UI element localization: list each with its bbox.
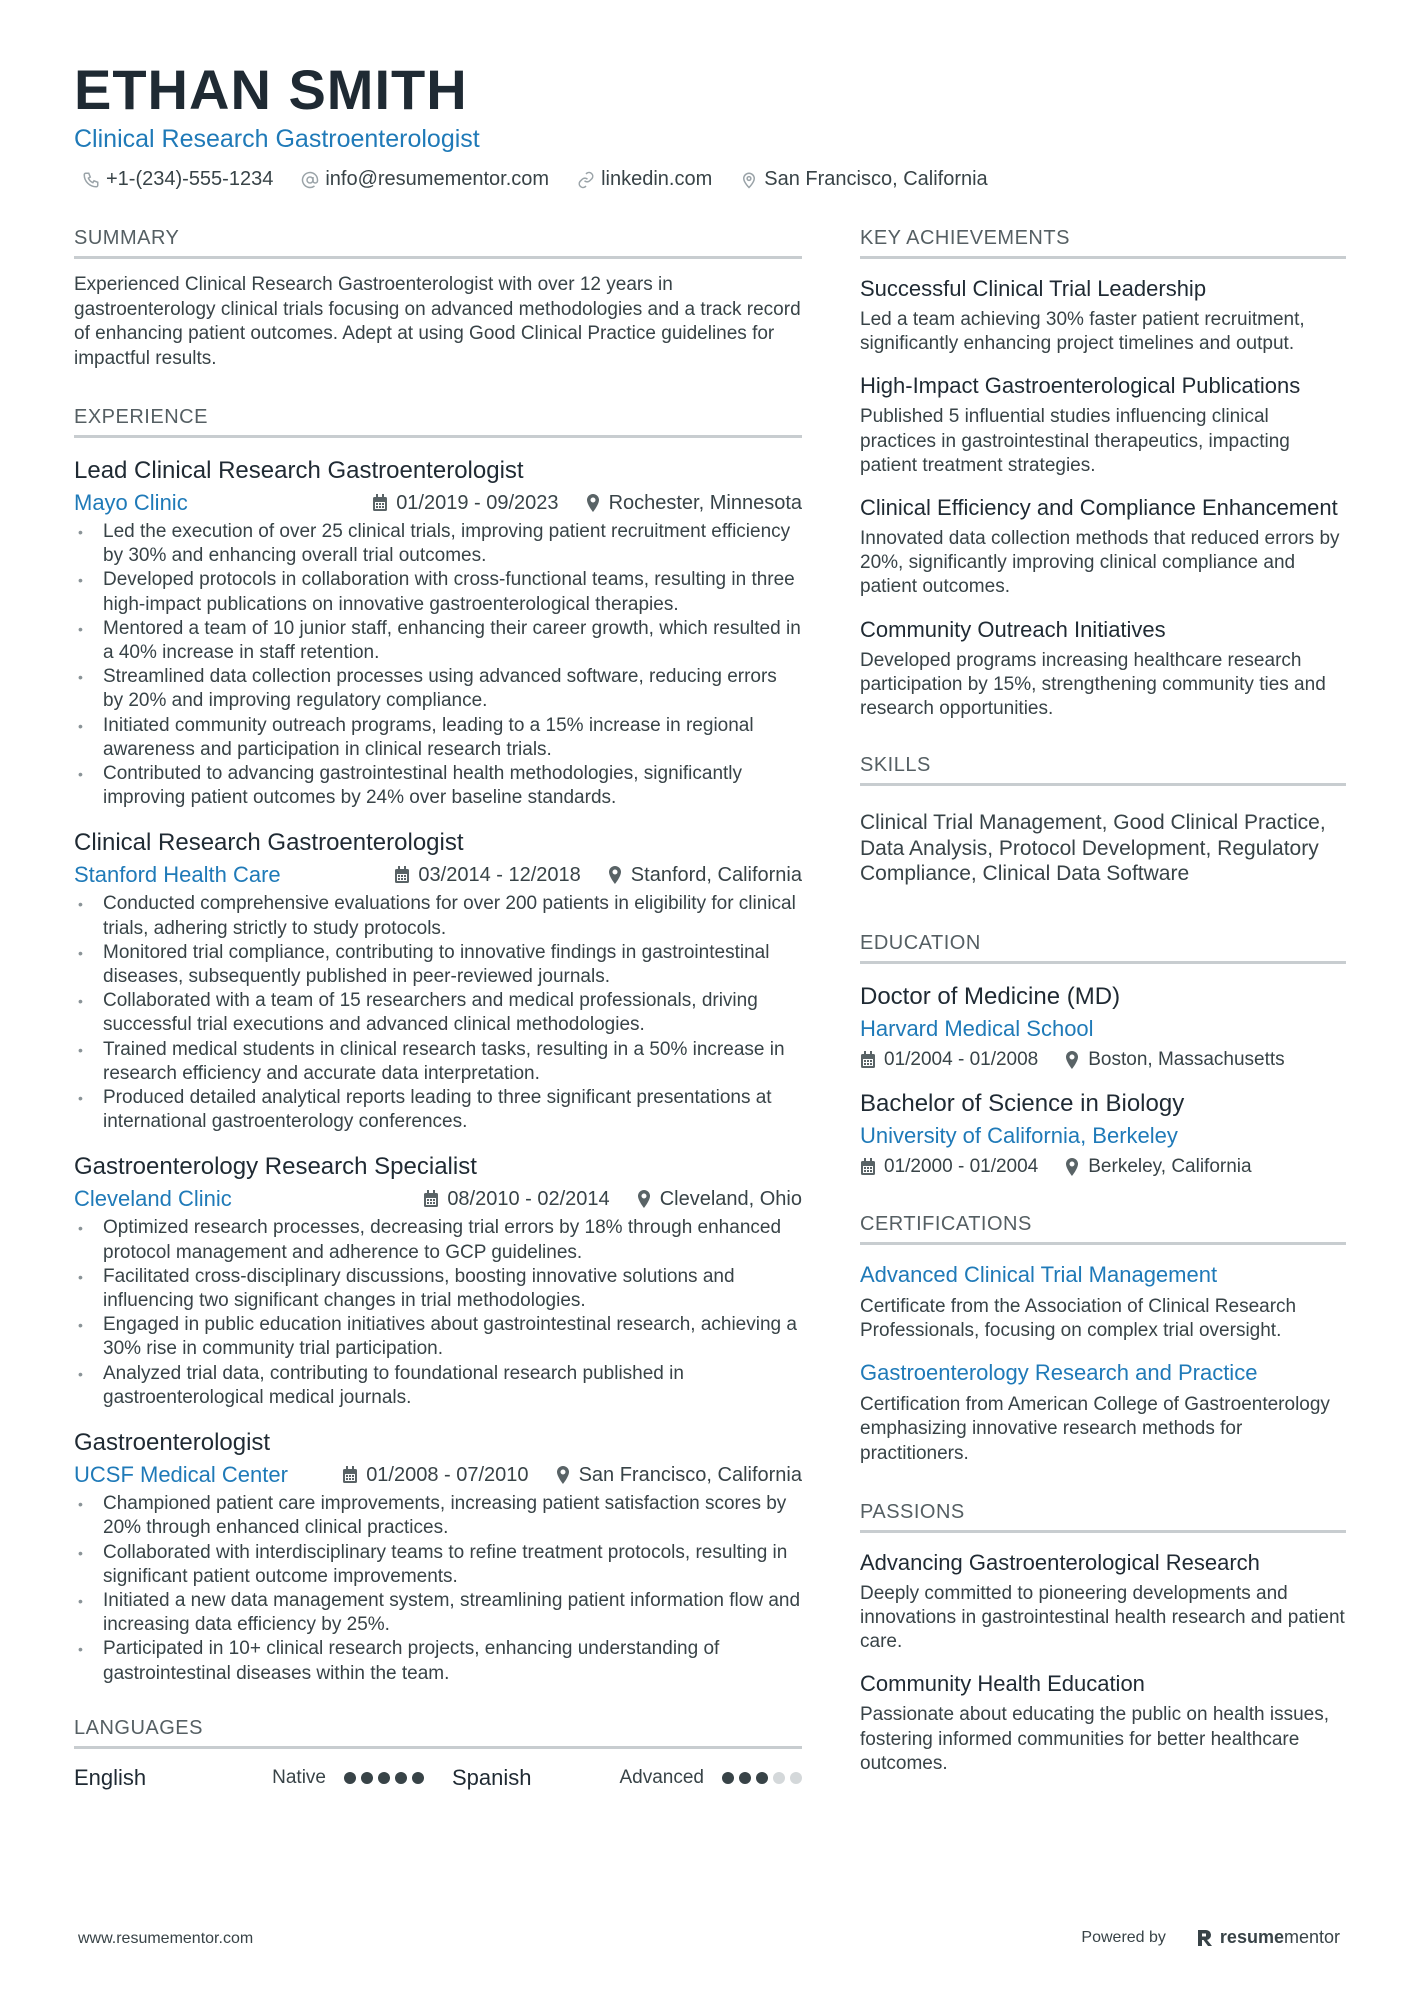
rating-dot (790, 1772, 802, 1784)
job-dates (342, 1462, 528, 1488)
language-rating (344, 1772, 424, 1784)
education-item (860, 982, 1346, 1071)
education-meta (860, 1156, 1346, 1178)
company-name: Cleveland Clinic (74, 1186, 232, 1212)
certification-desc: Certificate from the Association of Clinical Research Professionals, focusing on complex trial oversight. (860, 1295, 1297, 1341)
section-heading: CERTIFICATIONS (860, 1212, 1346, 1245)
education-item (860, 1089, 1346, 1178)
achievement-desc: Led a team achieving 30% faster patient recruitment, significantly enhancing project timelines and output. (860, 309, 1305, 355)
bullet-item: • Monitored trial compliance, contributing to innovative findings in gastrointestinal diseases, subsequently published in peer-reviewed journals. (74, 941, 802, 989)
job-location-text: Stanford, California (630, 864, 802, 887)
map-pin-icon (1064, 1158, 1080, 1176)
job-dates-text: 03/2014 - 12/2018 (418, 864, 581, 887)
job-meta (74, 490, 802, 516)
achievement-title: Community Outreach Initiatives (860, 616, 1166, 642)
achievements-section (860, 226, 1346, 721)
education-location-text: Berkeley, California (1088, 1155, 1252, 1177)
achievement-item (860, 616, 1346, 722)
job-dates-text: 01/2008 - 07/2010 (366, 1464, 529, 1487)
left-column (74, 226, 802, 1825)
job-location (555, 1462, 802, 1488)
phone-icon (82, 171, 100, 189)
bullet-item: • Conducted comprehensive evaluations for over 200 patients in eligibility for clinical trials, adhering strictly to study protocols. (74, 892, 802, 940)
passion-title: Advancing Gastroenterological Research (860, 1549, 1260, 1575)
bullet-item: • Mentored a team of 10 junior staff, enhancing their career growth, which resulted in a 40% increase in staff retention. (74, 617, 802, 665)
job-title: Clinical Research Gastroenterologist (74, 829, 464, 857)
job-meta (74, 862, 802, 888)
bullet-item: • Led the execution of over 25 clinical trials, improving patient recruitment efficiency by 30% and enhancing overall trial outcomes. (74, 520, 802, 568)
rating-dot (344, 1772, 356, 1784)
section-heading: KEY ACHIEVEMENTS (860, 226, 1346, 259)
certification-item (860, 1359, 1346, 1466)
at-icon (301, 171, 319, 189)
bullet-item: • Facilitated cross-disciplinary discussions, boosting innovative solutions and influencing two significant changes in trial methodologies. (74, 1265, 802, 1313)
experience-section (74, 405, 802, 1686)
bullet-item: • Engaged in public education initiatives about gastrointestinal research, achieving a 30% rise in community trial participation. (74, 1313, 802, 1361)
bullet-item: • Initiated a new data management system, streamlining patient information flow and increasing data efficiency by 25%. (74, 1589, 802, 1637)
education-dates-text: 01/2000 - 01/2004 (884, 1155, 1039, 1177)
rating-dot (361, 1772, 373, 1784)
brand-name-bold: resume (1219, 1927, 1284, 1947)
certifications-section (860, 1212, 1346, 1466)
certification-desc: Certification from American College of Gastroenterology emphasizing innovative research methods for practitioners. (860, 1394, 1330, 1464)
achievement-title: Clinical Efficiency and Compliance Enhancement (860, 495, 1338, 521)
skills-text: Clinical Trial Management, Good Clinical Practice, Data Analysis, Protocol Development, Regulatory Compliance, Clinical Data Software (860, 811, 1326, 886)
achievement-title: Successful Clinical Trial Leadership (860, 276, 1207, 301)
language-level: Advanced (619, 1766, 704, 1788)
bullet-item: • Championed patient care improvements, increasing patient satisfaction scores by 20% through enhanced clinical practices. (74, 1492, 802, 1540)
job-dates-text: 08/2010 - 02/2014 (447, 1188, 610, 1211)
bullet-item: • Collaborated with interdisciplinary teams to refine treatment protocols, resulting in significant patient outcome improvements. (74, 1541, 802, 1589)
job-entry (74, 1152, 802, 1410)
job-location (636, 1186, 802, 1212)
contact-email[interactable] (301, 168, 549, 191)
bullet-item: • Produced detailed analytical reports leading to three significant presentations at international gastroenterology conferences. (74, 1086, 802, 1134)
contact-phone[interactable] (82, 168, 273, 191)
map-pin-icon (636, 1190, 652, 1208)
education-dates (860, 1049, 1038, 1071)
job-location-text: Cleveland, Ohio (659, 1188, 802, 1211)
section-heading: PASSIONS (860, 1500, 1346, 1533)
bullet-item: • Streamlined data collection processes using advanced software, reducing errors by 20% and improving regulatory compliance. (74, 665, 802, 713)
section-heading: LANGUAGES (74, 1716, 802, 1749)
job-location-text: Rochester, Minnesota (608, 492, 802, 514)
job-meta (74, 1186, 802, 1212)
job-entry (74, 1428, 802, 1686)
job-location (585, 490, 802, 516)
calendar-icon (372, 494, 388, 512)
rating-dot (722, 1772, 734, 1784)
achievement-desc: Innovated data collection methods that reduced errors by 20%, significantly improving clinical compliance and patient outcomes. (860, 528, 1340, 598)
footer-branding (1081, 1927, 1340, 1948)
summary-text: Experienced Clinical Research Gastroenterologist with over 12 years in gastroenterology clinical trials focusing on advanced methodologies and a track record of enhancing patient outcomes. Adept at using Good Clinical Practice guidelines for impactful results. (74, 274, 801, 369)
achievement-title: High-Impact Gastroenterological Publications (860, 373, 1301, 399)
map-pin-icon (585, 494, 601, 512)
map-pin-icon (740, 171, 758, 189)
education-meta (860, 1049, 1346, 1071)
contact-email-text: info@resumementor.com (325, 168, 550, 190)
school-name: University of California, Berkeley (860, 1122, 1178, 1148)
education-location (1064, 1049, 1284, 1071)
resumementor-logo-icon (1196, 1928, 1214, 1948)
powered-by-label: Powered by (1081, 1928, 1166, 1946)
job-dates (423, 1186, 609, 1212)
language-rating (722, 1772, 802, 1784)
contact-linkedin-text: linkedin.com (601, 168, 713, 190)
passion-desc: Deeply committed to pioneering developments and innovations in gastrointestinal health research and patient care. (860, 1582, 1345, 1653)
passion-title: Community Health Education (860, 1671, 1145, 1697)
job-entry (74, 456, 802, 810)
bullet-item: • Trained medical students in clinical research tasks, resulting in a 50% increase in research efficiency and accurate data interpretation. (74, 1038, 802, 1086)
education-location-text: Boston, Massachusetts (1088, 1048, 1285, 1070)
bullet-item: • Collaborated with a team of 15 researchers and medical professionals, driving successful trial executions and advanced clinical methodologies. (74, 989, 802, 1037)
calendar-icon (860, 1051, 876, 1069)
education-location (1064, 1156, 1251, 1178)
language-item (452, 1765, 802, 1791)
candidate-name: ETHAN SMITH (74, 58, 468, 121)
passions-section (860, 1500, 1346, 1776)
education-dates (860, 1156, 1038, 1178)
rating-dot (739, 1772, 751, 1784)
passion-item (860, 1549, 1346, 1655)
map-pin-icon (607, 866, 623, 884)
company-name: Stanford Health Care (74, 862, 281, 888)
calendar-icon (342, 1466, 358, 1484)
section-heading: SUMMARY (74, 226, 802, 259)
bullet-item: • Analyzed trial data, contributing to foundational research published in gastroenterological medical journals. (74, 1362, 802, 1410)
contact-location-text: San Francisco, California (764, 168, 988, 190)
bullet-item: • Participated in 10+ clinical research projects, enhancing understanding of gastrointestinal diseases within the team. (74, 1637, 802, 1685)
job-meta (74, 1462, 802, 1488)
section-heading: EXPERIENCE (74, 405, 802, 438)
job-bullets (74, 520, 802, 810)
calendar-icon (860, 1158, 876, 1176)
education-section (860, 931, 1346, 1178)
education-dates-text: 01/2004 - 01/2008 (884, 1048, 1039, 1070)
calendar-icon (394, 866, 410, 884)
bullet-item: • Optimized research processes, decreasing trial errors by 18% through enhanced protocol management and adherence to GCP guidelines. (74, 1216, 802, 1264)
job-dates (372, 490, 558, 516)
contact-location (740, 168, 987, 191)
job-location (607, 862, 802, 888)
job-bullets (74, 1216, 802, 1410)
rating-dot (756, 1772, 768, 1784)
contact-phone-text: +1-(234)-555-1234 (106, 168, 274, 190)
language-name: English (74, 1764, 147, 1790)
summary-section (74, 226, 802, 371)
map-pin-icon (555, 1466, 571, 1484)
job-dates-text: 01/2019 - 09/2023 (396, 492, 559, 514)
degree-title: Bachelor of Science in Biology (860, 1089, 1185, 1117)
link-icon (577, 171, 595, 189)
brand-name-light: mentor (1283, 1927, 1340, 1947)
certification-item (860, 1261, 1346, 1343)
bullet-item: • Contributed to advancing gastrointestinal health methodologies, significantly improving patient outcomes by 24% over baseline standards. (74, 762, 802, 810)
passion-item (860, 1670, 1346, 1776)
skills-section (860, 753, 1346, 887)
resume-header (74, 58, 1336, 191)
bullet-item: • Developed protocols in collaboration with cross-functional teams, resulting in three high-impact publications on innovative gastroenterological therapies. (74, 568, 802, 616)
languages-row (74, 1765, 802, 1791)
candidate-title: Clinical Research Gastroenterologist (74, 125, 480, 153)
company-name: Mayo Clinic (74, 490, 188, 515)
achievement-desc: Developed programs increasing healthcare research participation by 15%, strengthening community ties and research opportunities. (860, 649, 1326, 720)
calendar-icon (423, 1190, 439, 1208)
achievement-desc: Published 5 influential studies influencing clinical practices in gastrointestinal therapeutics, impacting patient treatment strategies. (860, 406, 1290, 476)
language-level: Native (272, 1766, 326, 1788)
job-title: Lead Clinical Research Gastroenterologist (74, 457, 524, 484)
languages-section (74, 1716, 802, 1791)
achievement-item (860, 372, 1346, 478)
job-title: Gastroenterologist (74, 1429, 271, 1457)
school-name: Harvard Medical School (860, 1015, 1094, 1041)
company-name: UCSF Medical Center (74, 1462, 288, 1488)
rating-dot (773, 1772, 785, 1784)
job-entry (74, 828, 802, 1134)
brand-logo[interactable] (1196, 1927, 1340, 1948)
achievement-item (860, 275, 1346, 356)
rating-dot (378, 1772, 390, 1784)
degree-title: Doctor of Medicine (MD) (860, 982, 1121, 1010)
job-dates (394, 862, 580, 888)
certification-title: Gastroenterology Research and Practice (860, 1360, 1258, 1386)
contact-linkedin[interactable] (577, 168, 712, 191)
job-bullets (74, 892, 802, 1134)
map-pin-icon (1064, 1051, 1080, 1069)
right-column (860, 226, 1346, 1810)
job-title: Gastroenterology Research Specialist (74, 1153, 477, 1181)
achievement-item (860, 494, 1346, 600)
job-bullets (74, 1492, 802, 1686)
language-name: Spanish (452, 1764, 532, 1790)
rating-dot (395, 1772, 407, 1784)
bullet-item: • Initiated community outreach programs, leading to a 15% increase in regional awareness and participation in clinical research trials. (74, 714, 802, 762)
job-location-text: San Francisco, California (578, 1464, 802, 1487)
rating-dot (412, 1772, 424, 1784)
language-item (74, 1765, 424, 1791)
certification-title: Advanced Clinical Trial Management (860, 1261, 1218, 1287)
footer-website[interactable]: www.resumementor.com (78, 1930, 254, 1947)
section-heading: SKILLS (860, 753, 1346, 786)
contact-bar (74, 168, 1336, 191)
section-heading: EDUCATION (860, 931, 1346, 964)
passion-desc: Passionate about educating the public on health issues, fostering informed communities for better healthcare outcomes. (860, 1704, 1329, 1774)
